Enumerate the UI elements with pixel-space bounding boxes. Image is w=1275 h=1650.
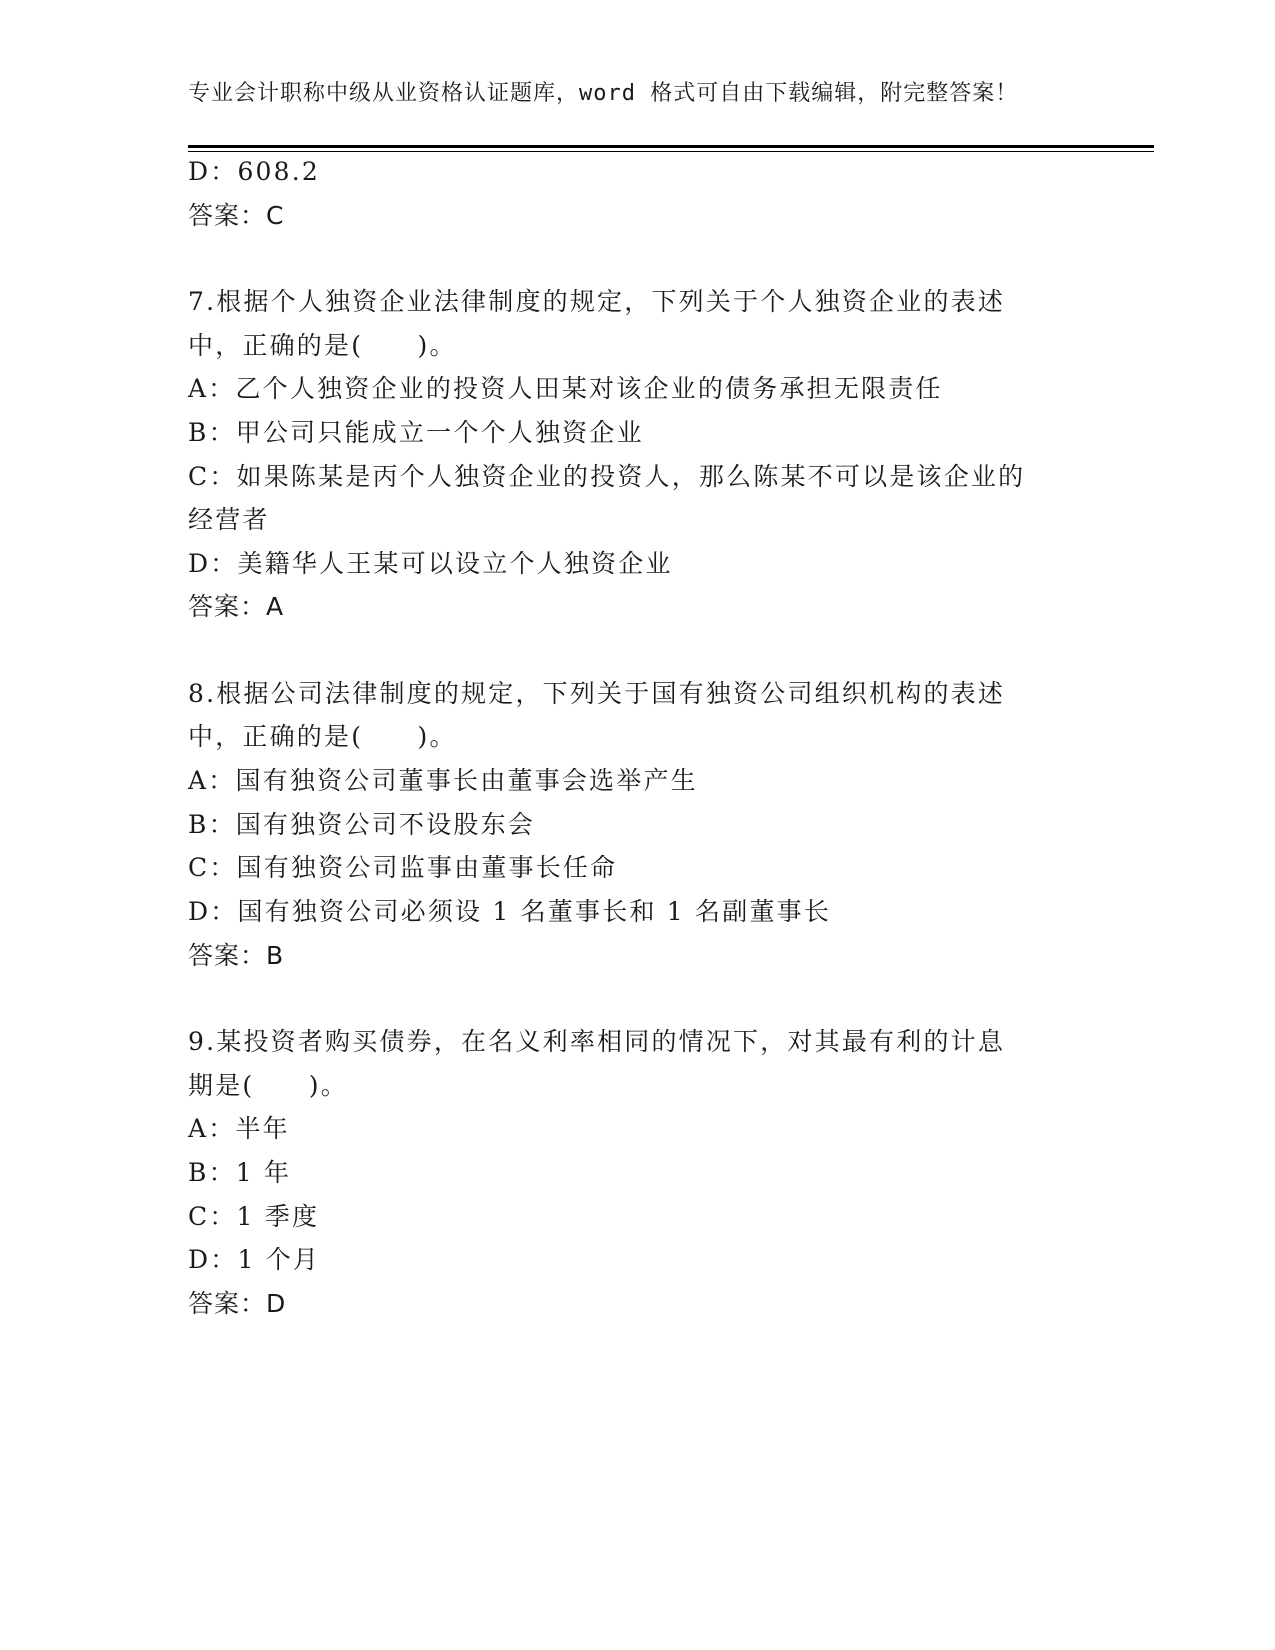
q8-option-d: D：国有独资公司必须设 1 名董事长和 1 名副董事长	[188, 897, 832, 926]
q8-option-c: C：国有独资公司监事由董事长任命	[188, 853, 618, 882]
q9-stem-line2: 期是( )。	[188, 1071, 348, 1100]
q8-stem-line2: 中，正确的是( )。	[188, 722, 457, 751]
q7-option-a: A：乙个人独资企业的投资人田某对该企业的债务承担无限责任	[188, 374, 943, 403]
q8-option-b: B：国有独资公司不设股东会	[188, 810, 535, 839]
q8-stem-line1: 8.根据公司法律制度的规定，下列关于国有独资公司组织机构的表述	[188, 679, 1006, 708]
q7-option-b: B：甲公司只能成立一个个人独资企业	[188, 418, 644, 447]
q9-option-c: C：1 季度	[188, 1202, 320, 1231]
page-header-text: 专业会计职称中级从业资格认证题库，word 格式可自由下载编辑，附完整答案！	[188, 81, 1019, 106]
header-rule-thin	[188, 151, 1154, 152]
q7-answer: 答案：A	[188, 592, 285, 621]
q9-option-a: A：半年	[188, 1114, 290, 1143]
prev-option-d: D：608.2	[188, 157, 321, 186]
prev-answer: 答案：C	[188, 201, 285, 230]
q9-stem-line1: 9.某投资者购买债券，在名义利率相同的情况下，对其最有利的计息	[188, 1027, 1006, 1056]
q8-answer: 答案：B	[188, 941, 285, 970]
q9-option-b: B：1 年	[188, 1158, 292, 1187]
q9-option-d: D：1 个月	[188, 1245, 321, 1274]
q9-answer: 答案：D	[188, 1289, 287, 1318]
q7-stem-line2: 中，正确的是( )。	[188, 331, 457, 360]
q7-option-d: D：美籍华人王某可以设立个人独资企业	[188, 549, 673, 578]
q7-option-c-line1: C：如果陈某是丙个人独资企业的投资人，那么陈某不可以是该企业的	[188, 462, 1026, 491]
q8-option-a: A：国有独资公司董事长由董事会选举产生	[188, 766, 698, 795]
q7-option-c-line2: 经营者	[188, 505, 270, 534]
q7-stem-line1: 7.根据个人独资企业法律制度的规定，下列关于个人独资企业的表述	[188, 287, 1006, 316]
header-rule-thick	[188, 145, 1154, 148]
